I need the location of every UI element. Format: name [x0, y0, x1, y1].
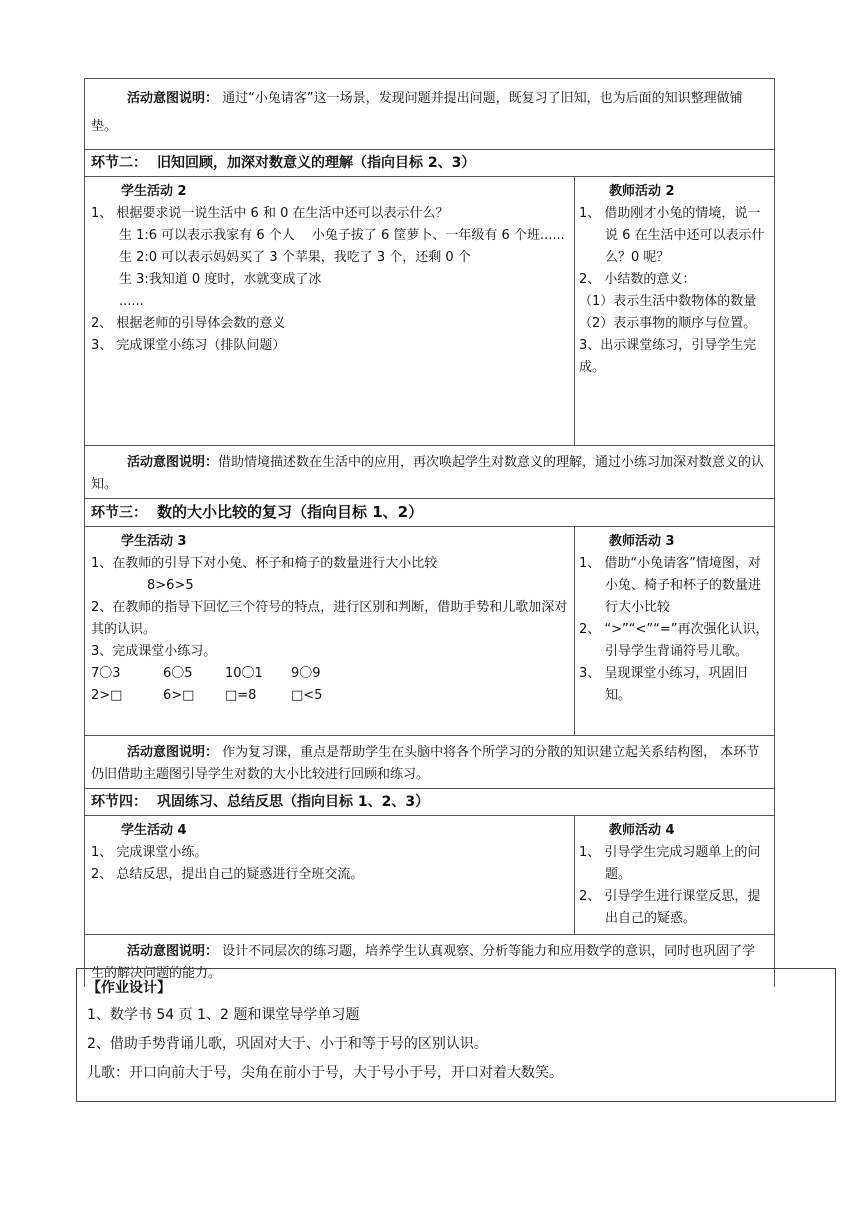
student-activity-title: 学生活动 4 [121, 823, 187, 838]
exercise-item: 6>□ [163, 688, 195, 703]
intent-text: 设计不同层次的练习题，培养学生认真观察、分析等能力和应用数学的意识，同时也巩固了学生的解决问题的能力。 [91, 944, 756, 981]
teacher-line: 3、出示课堂练习，引导学生完成。 [579, 338, 757, 375]
teacher-line: 1、 借助刚才小兔的情境，说一说 6 在生活中还可以表示什么？0 呢？ [579, 206, 765, 265]
homework-box [76, 968, 836, 1102]
section-prefix: 环节三： [91, 505, 147, 521]
activity-row-4 [85, 816, 775, 935]
intent-row-1 [85, 79, 775, 150]
teacher-activity-title: 教师活动 3 [609, 534, 675, 549]
section-header-3 [85, 499, 775, 527]
exercise-item: 7〇3 [91, 666, 121, 681]
student-line: 1、 完成课堂小练。 [91, 845, 208, 860]
section-header-2 [85, 150, 775, 177]
teacher-line: 2、 小结数的意义： [579, 272, 696, 287]
student-line: ...... [119, 294, 144, 309]
student-line: 生 3:我知道 0 度时，水就变成了冰 [119, 272, 322, 287]
teacher-line: （1）表示生活中数物体的数量 [579, 294, 757, 309]
intent-label: 活动意图说明： [127, 455, 219, 470]
intent-text: 作为复习课，重点是帮助学生在头脑中将各个所学习的分散的知识建立起关系结构图， 本环节仍旧借助主题图引导学生对数的大小比较进行回顾和练习。 [91, 745, 760, 782]
activity-row-2 [85, 177, 775, 446]
intent-text: 借助情境描述数在生活中的应用，再次唤起学生对数意义的理解，通过小练习加深对数意义的认知。 [91, 455, 765, 492]
homework-line: 儿歌：开口向前大于号，尖角在前小于号，大于号小于号，开口对着大数笑。 [87, 1065, 563, 1081]
student-line: 1、 根据要求说一说生活中 6 和 0 在生活中还可以表示什么？ [91, 206, 449, 221]
homework-line: 2、借助手势背诵儿歌，巩固对大于、小于和等于号的区别认识。 [87, 1036, 488, 1052]
student-line: 3、 完成课堂小练习（排队问题） [91, 338, 286, 353]
teacher-line: 1、 借助“小兔请客”情境图，对小兔、椅子和杯子的数量进行大小比较 [579, 556, 762, 615]
exercise-item: 2>□ [91, 688, 123, 703]
section-header-4 [85, 789, 775, 816]
teacher-line: 2、 “>”“<”“=”再次强化认识，引导学生背诵符号儿歌。 [579, 622, 769, 659]
teacher-line: 1、 引导学生完成习题单上的问题。 [579, 845, 761, 882]
student-line: 2、 总结反思，提出自己的疑惑进行全班交流。 [91, 867, 364, 882]
intent-text: 通过“小兔请客”这一场景，发现问题并提出问题，既复习了旧知，也为后面的知识整理做铺垫。 [91, 91, 743, 134]
student-line: 1、在教师的引导下对小兔、杯子和椅子的数量进行大小比较 [91, 556, 438, 571]
section-title: 数的大小比较的复习（指向目标 1、2） [157, 503, 424, 521]
section-prefix: 环节四： [91, 794, 147, 810]
exercise-item: 6〇5 [163, 666, 193, 681]
student-line: 2、在教师的指导下回忆三个符号的特点，进行区别和判断，借助手势和儿歌加深对其的认识。 [91, 600, 568, 637]
intent-row-2 [85, 446, 775, 499]
exercise-item: 9〇9 [291, 666, 321, 681]
intent-label: 活动意图说明： [127, 745, 219, 760]
teacher-line: 3、 呈现课堂小练习，巩固旧知。 [579, 666, 748, 703]
exercise-item: □=8 [225, 688, 257, 703]
intent-paragraph [91, 742, 768, 786]
exercise-item: □<5 [291, 688, 323, 703]
student-line: 8>6>5 [147, 578, 194, 593]
lesson-plan-table [84, 78, 775, 987]
exercise-row [91, 663, 568, 685]
homework-title: 【作业设计】 [87, 980, 171, 996]
section-title: 旧知回顾，加深对数意义的理解（指向目标 2、3） [157, 155, 476, 171]
teacher-activity-title: 教师活动 4 [609, 823, 675, 838]
student-line: 生 2:0 可以表示妈妈买了 3 个苹果，我吃了 3 个，还剩 0 个 [119, 250, 471, 265]
teacher-activity-title: 教师活动 2 [609, 184, 675, 199]
teacher-line: （2）表示事物的顺序与位置。 [579, 316, 757, 331]
student-line: 2、 根据老师的引导体会数的意义 [91, 316, 286, 331]
intent-label: 活动意图说明： [127, 944, 219, 959]
homework-line: 1、数学书 54 页 1、2 题和课堂导学单习题 [87, 1007, 360, 1023]
exercise-item: 10〇1 [225, 666, 263, 681]
student-activity-title: 学生活动 2 [121, 184, 187, 199]
teacher-line: 2、 引导学生进行课堂反思，提出自己的疑惑。 [579, 889, 761, 926]
student-activity-title: 学生活动 3 [121, 534, 187, 549]
activity-row-3 [85, 527, 775, 736]
student-line: 3、完成课堂小练习。 [91, 644, 217, 659]
student-line: 生 1:6 可以表示我家有 6 个人 小兔子拔了 6 筐萝卜、一年级有 6 个班...... [119, 228, 565, 243]
intent-paragraph [91, 85, 768, 141]
exercise-row [91, 685, 568, 707]
section-prefix: 环节二： [91, 155, 147, 171]
intent-paragraph [91, 452, 768, 496]
section-title: 巩固练习、总结反思（指向目标 1、2、3） [157, 794, 430, 810]
intent-row-3 [85, 736, 775, 789]
intent-label: 活动意图说明： [127, 91, 219, 106]
